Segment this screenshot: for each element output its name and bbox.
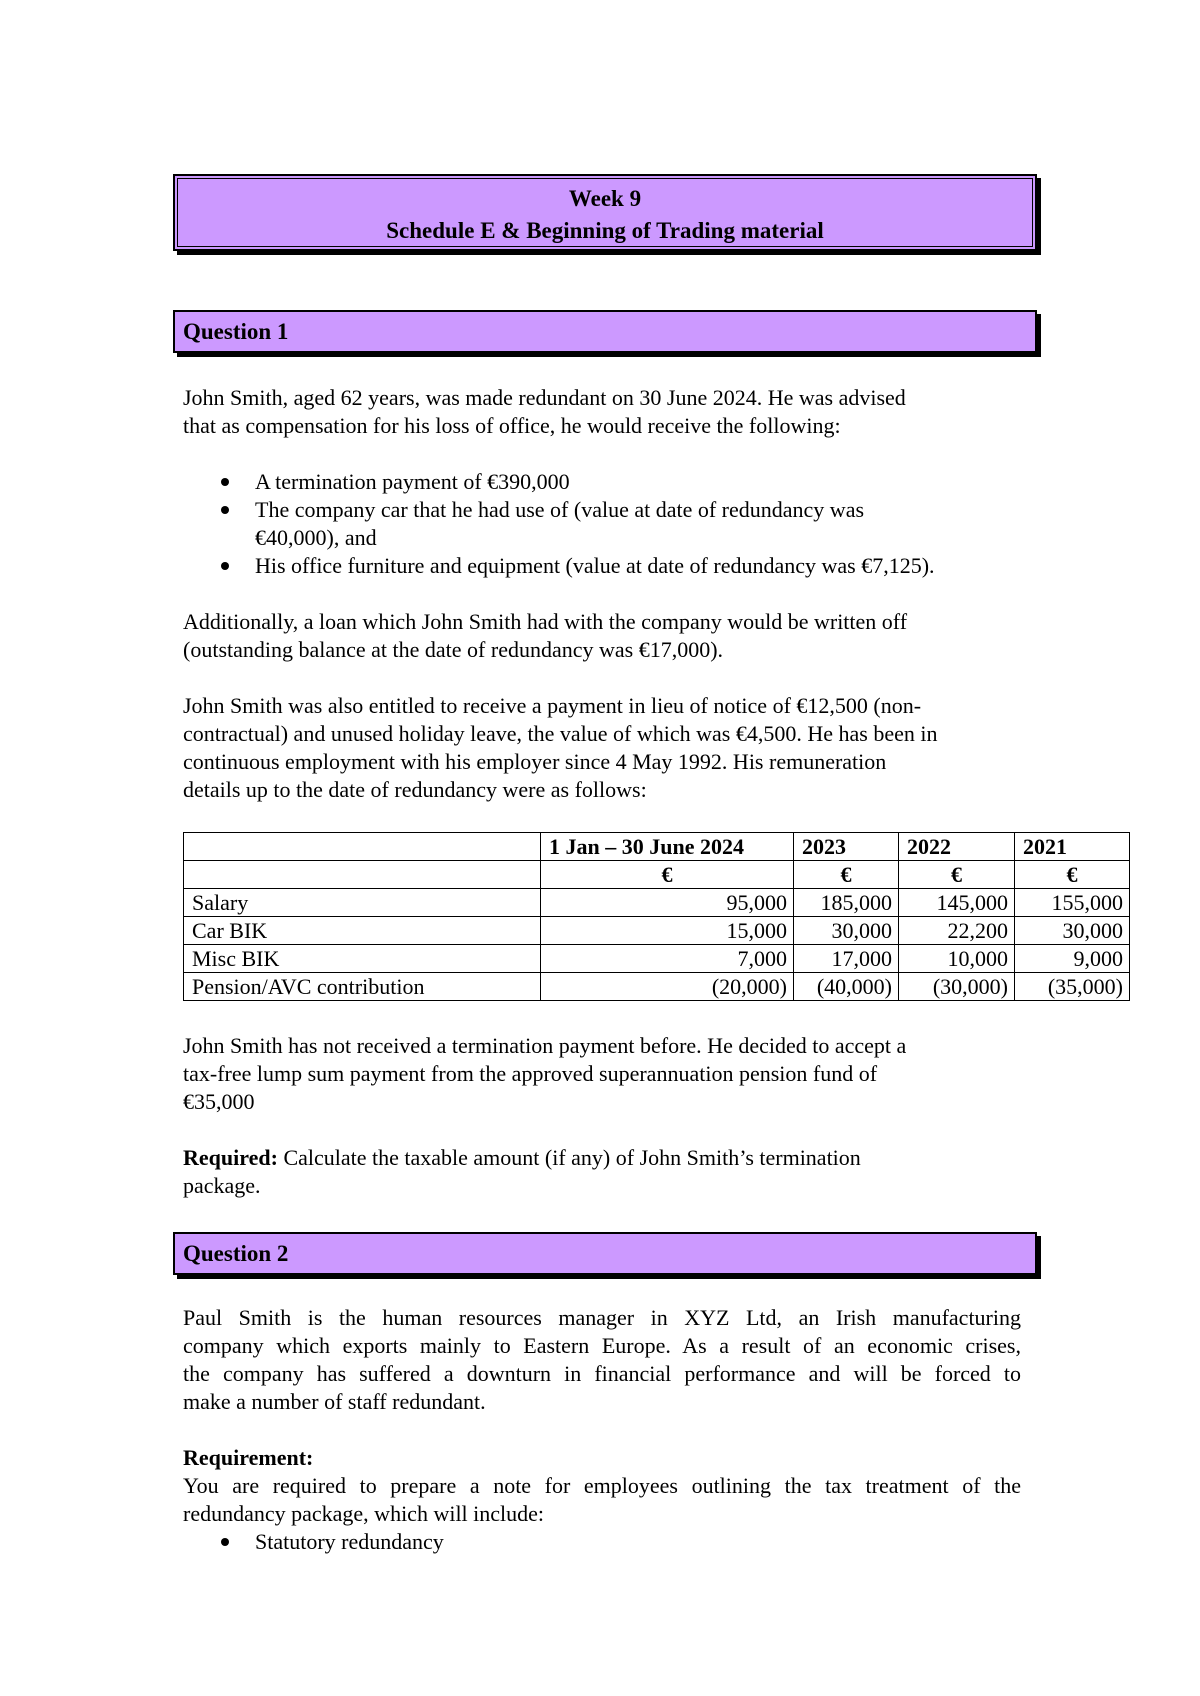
q1-notice-line: continuous employment with his employer since 4 May 1992. His remuneration bbox=[183, 749, 887, 774]
row-label: Car BIK bbox=[184, 917, 541, 945]
value-cell: (35,000) bbox=[1015, 973, 1130, 1001]
currency-cell: € bbox=[794, 861, 899, 889]
table-header-cell: 1 Jan – 30 June 2024 bbox=[541, 833, 794, 861]
list-item-continuation bbox=[183, 524, 1043, 552]
row-label: Pension/AVC contribution bbox=[184, 973, 541, 1001]
q1-notice-paragraph bbox=[183, 692, 1043, 804]
q1-compensation-list bbox=[183, 468, 1043, 580]
value-cell: 95,000 bbox=[541, 889, 794, 917]
value-cell: 185,000 bbox=[794, 889, 899, 917]
q1-notice-line: contractual) and unused holiday leave, the value of which was €4,500. He has been in bbox=[183, 721, 938, 746]
q1-required-paragraph bbox=[183, 1144, 1043, 1200]
table-row bbox=[184, 917, 1130, 945]
table-header-cell: 2022 bbox=[899, 833, 1015, 861]
table-header-cell: 2021 bbox=[1015, 833, 1130, 861]
value-cell: 10,000 bbox=[899, 945, 1015, 973]
list-item: The company car that he had use of (value at date of redundancy was bbox=[183, 496, 1043, 524]
value-cell: 9,000 bbox=[1015, 945, 1130, 973]
list-item-continuation-text: €40,000), and bbox=[255, 525, 377, 550]
q1-notice-line: John Smith was also entitled to receive a payment in lieu of notice of €12,500 (non- bbox=[183, 693, 922, 718]
q1-lump-sum-line: €35,000 bbox=[183, 1089, 255, 1114]
value-cell: 15,000 bbox=[541, 917, 794, 945]
list-item: A termination payment of €390,000 bbox=[183, 468, 1043, 496]
required-text-line: package. bbox=[183, 1173, 261, 1198]
remuneration-table bbox=[183, 832, 1130, 1001]
list-item: His office furniture and equipment (value at date of redundancy was €7,125). bbox=[183, 552, 1043, 580]
table-row bbox=[184, 973, 1130, 1001]
q2-package-list bbox=[183, 1528, 1043, 1556]
table-row bbox=[184, 889, 1130, 917]
q1-loan-paragraph bbox=[183, 608, 1043, 664]
q1-intro-line: that as compensation for his loss of office, he would receive the following: bbox=[183, 413, 841, 438]
value-cell: (40,000) bbox=[794, 973, 899, 1001]
q2-line: Paul Smith is the human resources manager in XYZ Ltd, an Irish manufacturing bbox=[183, 1305, 1021, 1330]
table-currency-row bbox=[184, 861, 1130, 889]
currency-cell: € bbox=[541, 861, 794, 889]
table-row bbox=[184, 945, 1130, 973]
value-cell: 30,000 bbox=[1015, 917, 1130, 945]
value-cell: 7,000 bbox=[541, 945, 794, 973]
currency-cell: € bbox=[1015, 861, 1130, 889]
q1-intro-paragraph bbox=[183, 384, 1043, 440]
q2-paragraph bbox=[183, 1304, 1021, 1416]
q1-lump-sum-paragraph bbox=[183, 1032, 1043, 1116]
question-2-heading: Question 2 bbox=[173, 1232, 1037, 1275]
value-cell: (30,000) bbox=[899, 973, 1015, 1001]
document-title-box bbox=[173, 174, 1037, 251]
table-header-row bbox=[184, 833, 1130, 861]
value-cell: 22,200 bbox=[899, 917, 1015, 945]
value-cell: 30,000 bbox=[794, 917, 899, 945]
currency-cell: € bbox=[899, 861, 1015, 889]
requirement-label: Requirement: bbox=[183, 1445, 314, 1470]
q2-line: make a number of staff redundant. bbox=[183, 1389, 486, 1414]
q1-lump-sum-line: John Smith has not received a termination payment before. He decided to accept a bbox=[183, 1033, 907, 1058]
requirement-line: You are required to prepare a note for employees outlining the tax treatment of the bbox=[183, 1473, 1021, 1498]
q2-line: the company has suffered a downturn in financial performance and will be forced to bbox=[183, 1361, 1021, 1386]
week-title: Week 9 bbox=[568, 186, 642, 211]
value-cell: 17,000 bbox=[794, 945, 899, 973]
q2-requirement-paragraph bbox=[183, 1444, 1021, 1528]
table-header-cell: 2023 bbox=[794, 833, 899, 861]
required-label: Required: bbox=[183, 1145, 278, 1170]
value-cell: 155,000 bbox=[1015, 889, 1130, 917]
q1-notice-line: details up to the date of redundancy were as follows: bbox=[183, 777, 647, 802]
q1-lump-sum-line: tax-free lump sum payment from the approved superannuation pension fund of bbox=[183, 1061, 878, 1086]
q2-line: company which exports mainly to Eastern Europe. As a result of an economic crises, bbox=[183, 1333, 1021, 1358]
value-cell: 145,000 bbox=[899, 889, 1015, 917]
list-item: Statutory redundancy bbox=[183, 1528, 1043, 1556]
currency-cell bbox=[184, 861, 541, 889]
topic-title: Schedule E & Beginning of Trading material bbox=[386, 218, 824, 243]
row-label: Salary bbox=[184, 889, 541, 917]
q1-loan-line: (outstanding balance at the date of redundancy was €17,000). bbox=[183, 637, 724, 662]
requirement-line: redundancy package, which will include: bbox=[183, 1501, 545, 1526]
q1-loan-line: Additionally, a loan which John Smith had with the company would be written off bbox=[183, 609, 908, 634]
question-1-heading: Question 1 bbox=[173, 310, 1037, 353]
value-cell: (20,000) bbox=[541, 973, 794, 1001]
q1-intro-line: John Smith, aged 62 years, was made redundant on 30 June 2024. He was advised bbox=[183, 385, 906, 410]
table-header-cell bbox=[184, 833, 541, 861]
required-text: Calculate the taxable amount (if any) of John Smith’s termination bbox=[277, 1145, 861, 1170]
row-label: Misc BIK bbox=[184, 945, 541, 973]
